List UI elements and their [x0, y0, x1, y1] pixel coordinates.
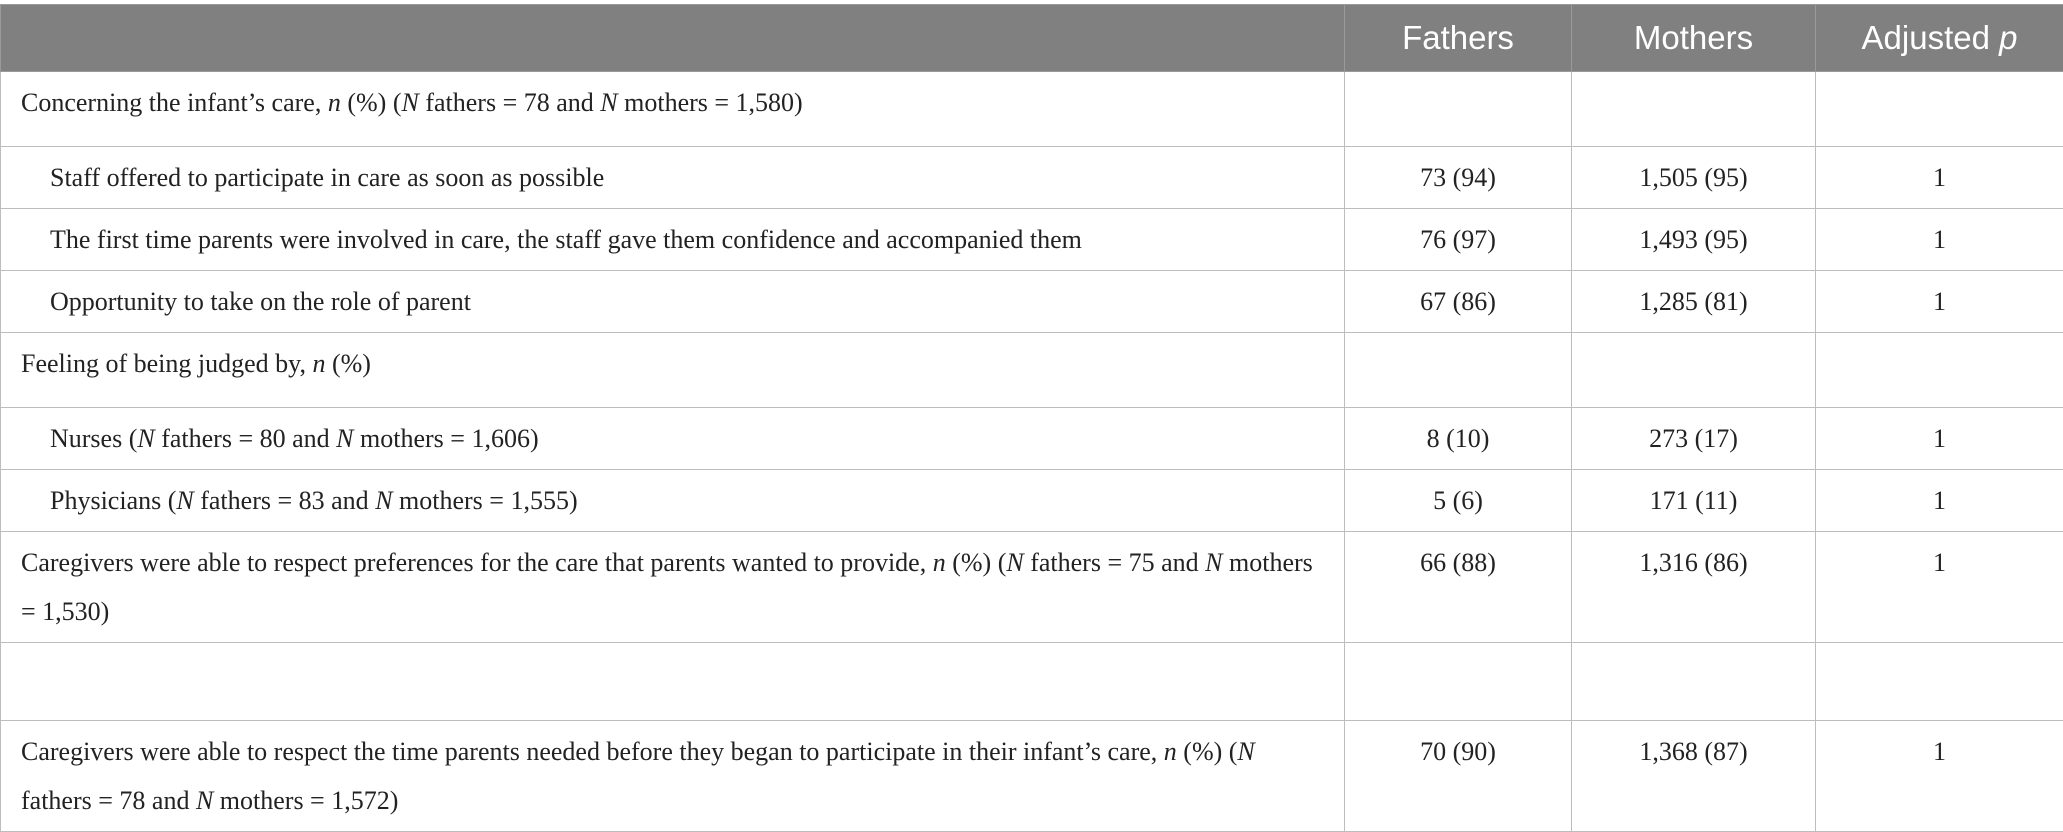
empty-cell — [1, 643, 1345, 721]
fathers-value: 70 (90) — [1345, 721, 1572, 832]
empty-cell — [1816, 333, 2063, 408]
p-value: 1 — [1816, 721, 2063, 832]
empty-cell — [1345, 72, 1572, 147]
empty-row — [1, 643, 2063, 721]
p-value: 1 — [1816, 532, 2063, 643]
empty-cell — [1816, 72, 2063, 147]
empty-cell — [1345, 333, 1572, 408]
fathers-value: 66 (88) — [1345, 532, 1572, 643]
table-row — [1, 532, 2063, 643]
mothers-value: 171 (11) — [1572, 470, 1816, 532]
row-label: Physicians (N fathers = 83 and N mothers = 1,555) — [1, 470, 1345, 532]
header-fathers: Fathers — [1345, 5, 1572, 72]
mothers-value: 1,493 (95) — [1572, 209, 1816, 271]
row-label: Staff offered to participate in care as soon as possible — [1, 147, 1345, 209]
p-value: 1 — [1816, 271, 2063, 333]
row-label: Nurses (N fathers = 80 and N mothers = 1,606) — [1, 408, 1345, 470]
empty-cell — [1572, 643, 1816, 721]
empty-cell — [1345, 643, 1572, 721]
fathers-value: 5 (6) — [1345, 470, 1572, 532]
header-row — [1, 5, 2063, 72]
section-judged — [1, 333, 2063, 408]
fathers-value: 76 (97) — [1345, 209, 1572, 271]
p-value: 1 — [1816, 147, 2063, 209]
fathers-value: 8 (10) — [1345, 408, 1572, 470]
header-adjusted-p — [1816, 5, 2063, 72]
table-row — [1, 470, 2063, 532]
row-label: Caregivers were able to respect the time parents needed before they began to participate in their infant’s care, n (%) (N fathers = 78 and N mothers = 1,572) — [1, 721, 1345, 832]
mothers-value: 1,368 (87) — [1572, 721, 1816, 832]
mothers-value: 273 (17) — [1572, 408, 1816, 470]
row-label: Opportunity to take on the role of parent — [1, 271, 1345, 333]
table-row — [1, 209, 2063, 271]
fathers-value: 67 (86) — [1345, 271, 1572, 333]
mothers-value: 1,316 (86) — [1572, 532, 1816, 643]
row-label: The first time parents were involved in care, the staff gave them confidence and accompanied them — [1, 209, 1345, 271]
section-infant-care — [1, 72, 2063, 147]
empty-cell — [1816, 643, 2063, 721]
table-row — [1, 147, 2063, 209]
fathers-value: 73 (94) — [1345, 147, 1572, 209]
section-title: Feeling of being judged by, n (%) — [1, 333, 1345, 408]
table-row — [1, 721, 2063, 832]
results-table — [0, 4, 2063, 832]
p-value: 1 — [1816, 408, 2063, 470]
p-value: 1 — [1816, 470, 2063, 532]
mothers-value: 1,505 (95) — [1572, 147, 1816, 209]
header-p-italic: p — [1999, 19, 2017, 56]
table-row — [1, 408, 2063, 470]
p-value: 1 — [1816, 209, 2063, 271]
section-title: Concerning the infant’s care, n (%) (N fathers = 78 and N mothers = 1,580) — [1, 72, 1345, 147]
header-adjusted-text: Adjusted — [1862, 19, 2000, 56]
empty-cell — [1572, 333, 1816, 408]
row-label: Caregivers were able to respect preferences for the care that parents wanted to provide, n (%) (N fathers = 75 and N mothers = 1,530) — [1, 532, 1345, 643]
mothers-value: 1,285 (81) — [1572, 271, 1816, 333]
empty-cell — [1572, 72, 1816, 147]
header-mothers: Mothers — [1572, 5, 1816, 72]
table-row — [1, 271, 2063, 333]
header-label-column — [1, 5, 1345, 72]
